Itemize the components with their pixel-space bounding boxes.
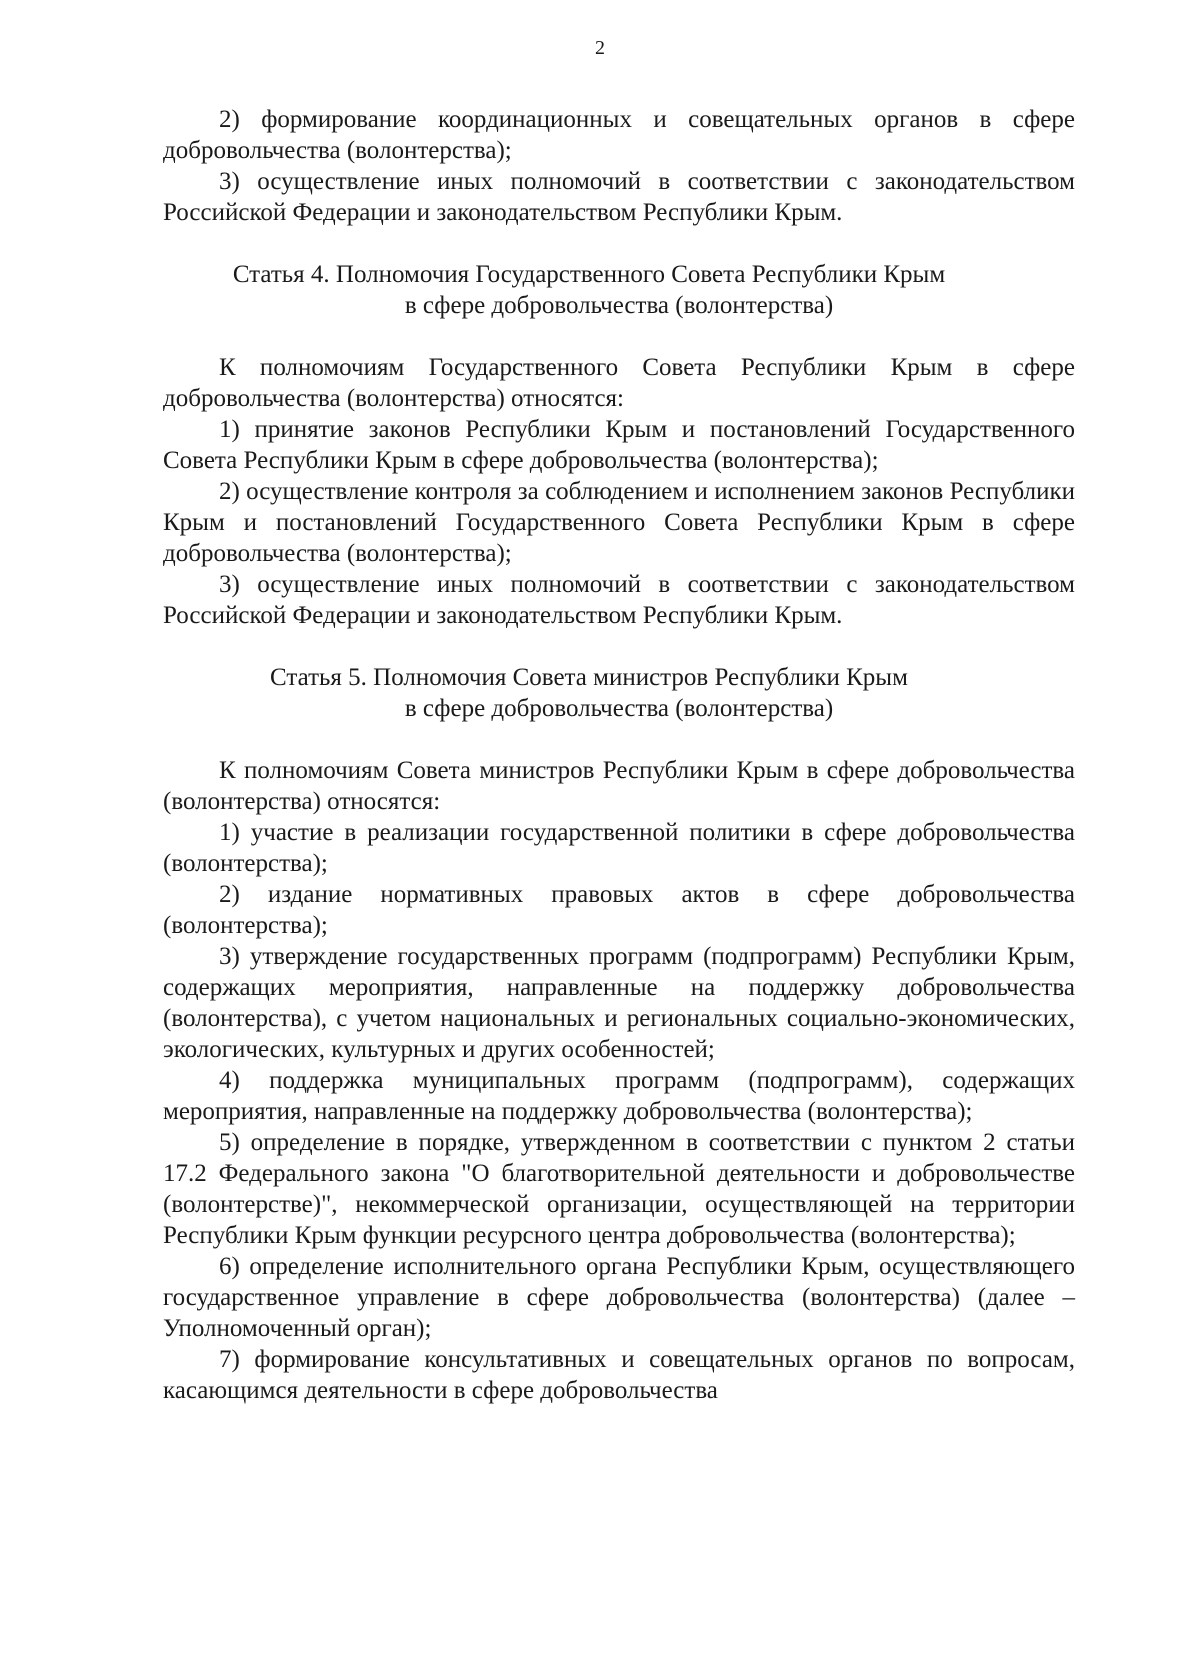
article-4-heading-line2: в сфере добровольчества (волонтерства) [404,292,834,319]
article-4-heading [163,259,1075,321]
article-4-intro: К полномочиям Государственного Совета Республики Крым в сфере добровольчества (волонтерства) относятся: [163,354,1075,412]
article-5-item: 7) формирование консультативных и совещательных органов по вопросам, касающимся деятельности в сфере добровольчества [163,1346,1075,1404]
article-4-item: 3) осуществление иных полномочий в соответствии с законодательством Российской Федерации и законодательством Республики Крым. [163,571,1075,629]
document-body [163,104,1075,1406]
article-5-heading-line2: в сфере добровольчества (волонтерства) [404,695,834,722]
opening-item: 2) формирование координационных и совещательных органов в сфере добровольчества (волонтерства); [163,106,1075,164]
article-5-heading [163,662,1075,724]
article-5-item: 4) поддержка муниципальных программ (подпрограмм), содержащих мероприятия, направленные на поддержку добровольчества (волонтерства); [163,1067,1075,1125]
article-5-heading-line1: Статья 5. Полномочия Совета министров Республики Крым [270,664,908,691]
article-4-item: 1) принятие законов Республики Крым и постановлений Государственного Совета Республики Крым в сфере добровольчества (волонтерства); [163,416,1075,474]
article-4-heading-line1: Статья 4. Полномочия Государственного Совета Республики Крым [232,261,946,288]
article-5-item: 1) участие в реализации государственной политики в сфере добровольчества (волонтерства); [163,819,1075,877]
article-4-item: 2) осуществление контроля за соблюдением и исполнением законов Республики Крым и постановлений Государственного Совета Республики Крым в сфере добровольчества (волонтерства); [163,478,1075,567]
page-number: 2 [595,37,605,59]
article-5-item: 6) определение исполнительного органа Республики Крым, осуществляющего государственное управление в сфере добровольчества (волонтерства) (далее – Уполномоченный орган); [163,1253,1075,1342]
article-5-item: 2) издание нормативных правовых актов в сфере добровольчества (волонтерства); [163,881,1075,939]
article-5-intro: К полномочиям Совета министров Республики Крым в сфере добровольчества (волонтерства) относятся: [163,757,1075,815]
article-5-item: 5) определение в порядке, утвержденном в соответствии с пунктом 2 статьи 17.2 Федерального закона "О благотворительной деятельности и добровольчестве (волонтерстве)", некоммерческой организации, осуществляющей на территории Республики Крым функции ресурсного центра добровольчества (волонтерства); [163,1129,1075,1249]
opening-item: 3) осуществление иных полномочий в соответствии с законодательством Российской Федерации и законодательством Республики Крым. [163,168,1075,226]
article-5-item: 3) утверждение государственных программ (подпрограмм) Республики Крым, содержащих мероприятия, направленные на поддержку добровольчества (волонтерства), с учетом национальных и региональных социально-экономических, экологических, культурных и других особенностей; [163,943,1075,1063]
